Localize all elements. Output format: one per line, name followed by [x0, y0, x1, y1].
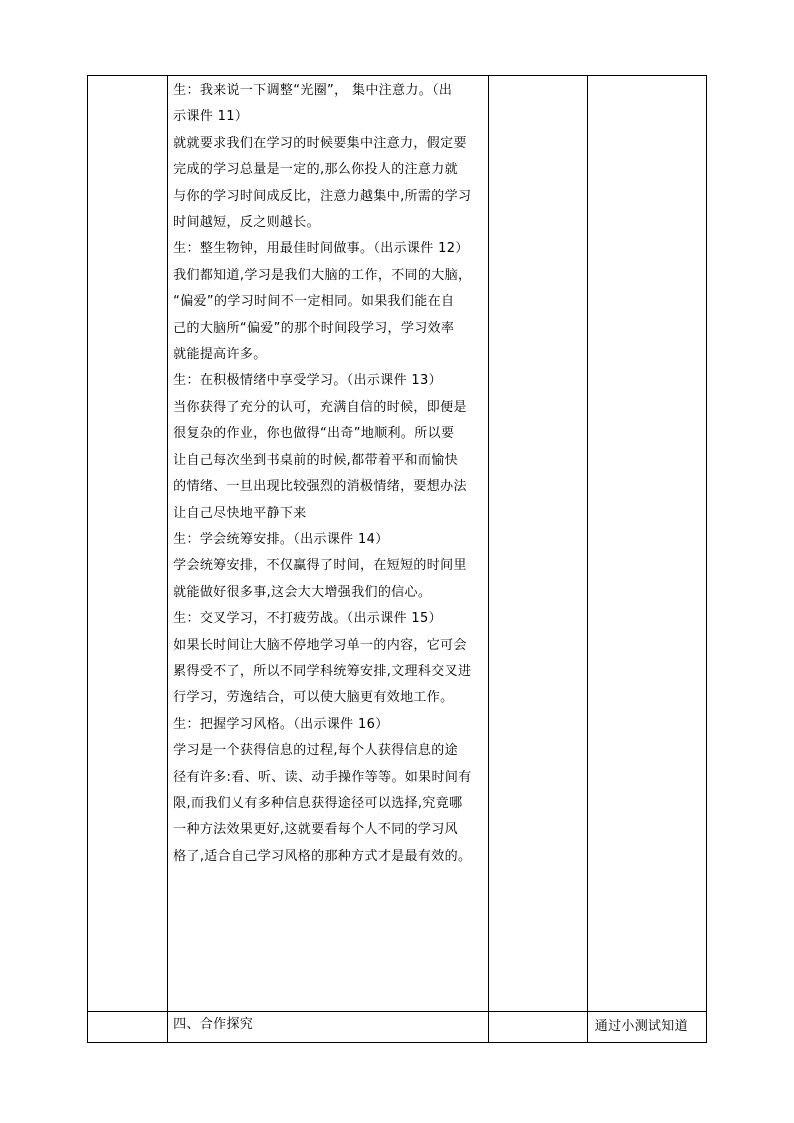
text-line: 生：交叉学习，不打疲劳战。（出示课件 15）	[173, 611, 442, 627]
lesson-plan-table	[87, 75, 707, 1043]
text-line: “偏爱”的学习时间不一定相同。如果我们能在自	[173, 294, 455, 310]
activity-text	[168, 76, 488, 870]
text-line: 径有许多:看、听、读、动手操作等等。如果时间有	[173, 769, 472, 785]
text-line: 生：整生物钟，用最佳时间做事。（出示课件 12）	[173, 241, 469, 257]
text-line: 的情绪、一旦出现比较强烈的消极情绪，要想办法	[173, 479, 467, 495]
side-note-cell	[587, 1012, 706, 1043]
text-line: 就就要求我们在学习的时候要集中注意力，假定要	[173, 135, 467, 151]
text-line: 学习是一个获得信息的过程,每个人获得信息的途	[173, 743, 458, 759]
text-line: 生：学会统筹安排。（出示课件 14）	[173, 531, 389, 547]
text-line: 生：我来说一下调整“光圈”， 集中注意力。（出	[173, 83, 453, 98]
text-line: 示课件 11）	[173, 109, 249, 125]
text-line: 己的大脑所“偏爱”的那个时间段学习，学习效率	[173, 320, 455, 336]
section-heading: 四、合作探究	[173, 1017, 254, 1032]
text-line: 当你获得了充分的认可，充满自信的时候，即便是	[173, 399, 467, 415]
side-note: 通过小测试知道	[594, 1019, 688, 1034]
text-line: 一种方法效果更好,这就要看每个人不同的学习风	[173, 822, 458, 838]
empty-cell	[488, 1012, 587, 1043]
text-line: 与你的学习时间成反比，注意力越集中,所需的学习	[173, 188, 472, 204]
notes-cell	[587, 76, 706, 1012]
activity-cell	[168, 76, 489, 1012]
text-line: 很复杂的作业，你也做得“出奇”地顺利。所以要	[173, 426, 455, 442]
text-line: 生：在积极情绪中享受学习。（出示课件 13）	[173, 373, 442, 389]
text-line: 累得受不了，所以不同学科统筹安排,文理科交叉进	[173, 663, 472, 679]
text-line: 如果长时间让大脑不停地学习单一的内容，它可会	[173, 637, 467, 653]
table-row	[88, 76, 707, 1012]
text-line: 学会统筹安排，不仅赢得了时间，在短短的时间里	[173, 558, 467, 574]
text-line: 时间越短，反之则越长。	[173, 215, 320, 231]
table-row	[88, 1012, 707, 1043]
text-line: 限,而我们乂有多种信息获得途径可以选择,究竟哪	[173, 795, 463, 811]
text-line: 我们都知道,学习是我们大脑的工作，不同的大脑，	[173, 267, 472, 283]
text-line: 让自己每次坐到书桌前的时候,都带着平和而愉快	[173, 452, 458, 468]
text-line: 行学习，劳逸结合，可以使大脑更有效地工作。	[173, 690, 454, 706]
text-line: 生：把握学习风格。（出示课件 16）	[173, 716, 389, 732]
empty-cell	[488, 76, 587, 1012]
text-line: 完成的学习总量是一定的,那么你投人的注意力就	[173, 162, 458, 178]
text-line: 就能做好很多事,这会大大增强我们的信心。	[173, 584, 432, 600]
left-empty-cell	[88, 1012, 168, 1043]
text-line: 格了,适合自己学习风格的那种方式才是最有效的。	[173, 848, 472, 864]
text-line: 就能提高许多。	[173, 347, 267, 363]
section-heading-cell	[168, 1012, 489, 1043]
left-empty-cell	[88, 76, 168, 1012]
text-line: 让自己尽快地平静下来	[173, 505, 307, 521]
